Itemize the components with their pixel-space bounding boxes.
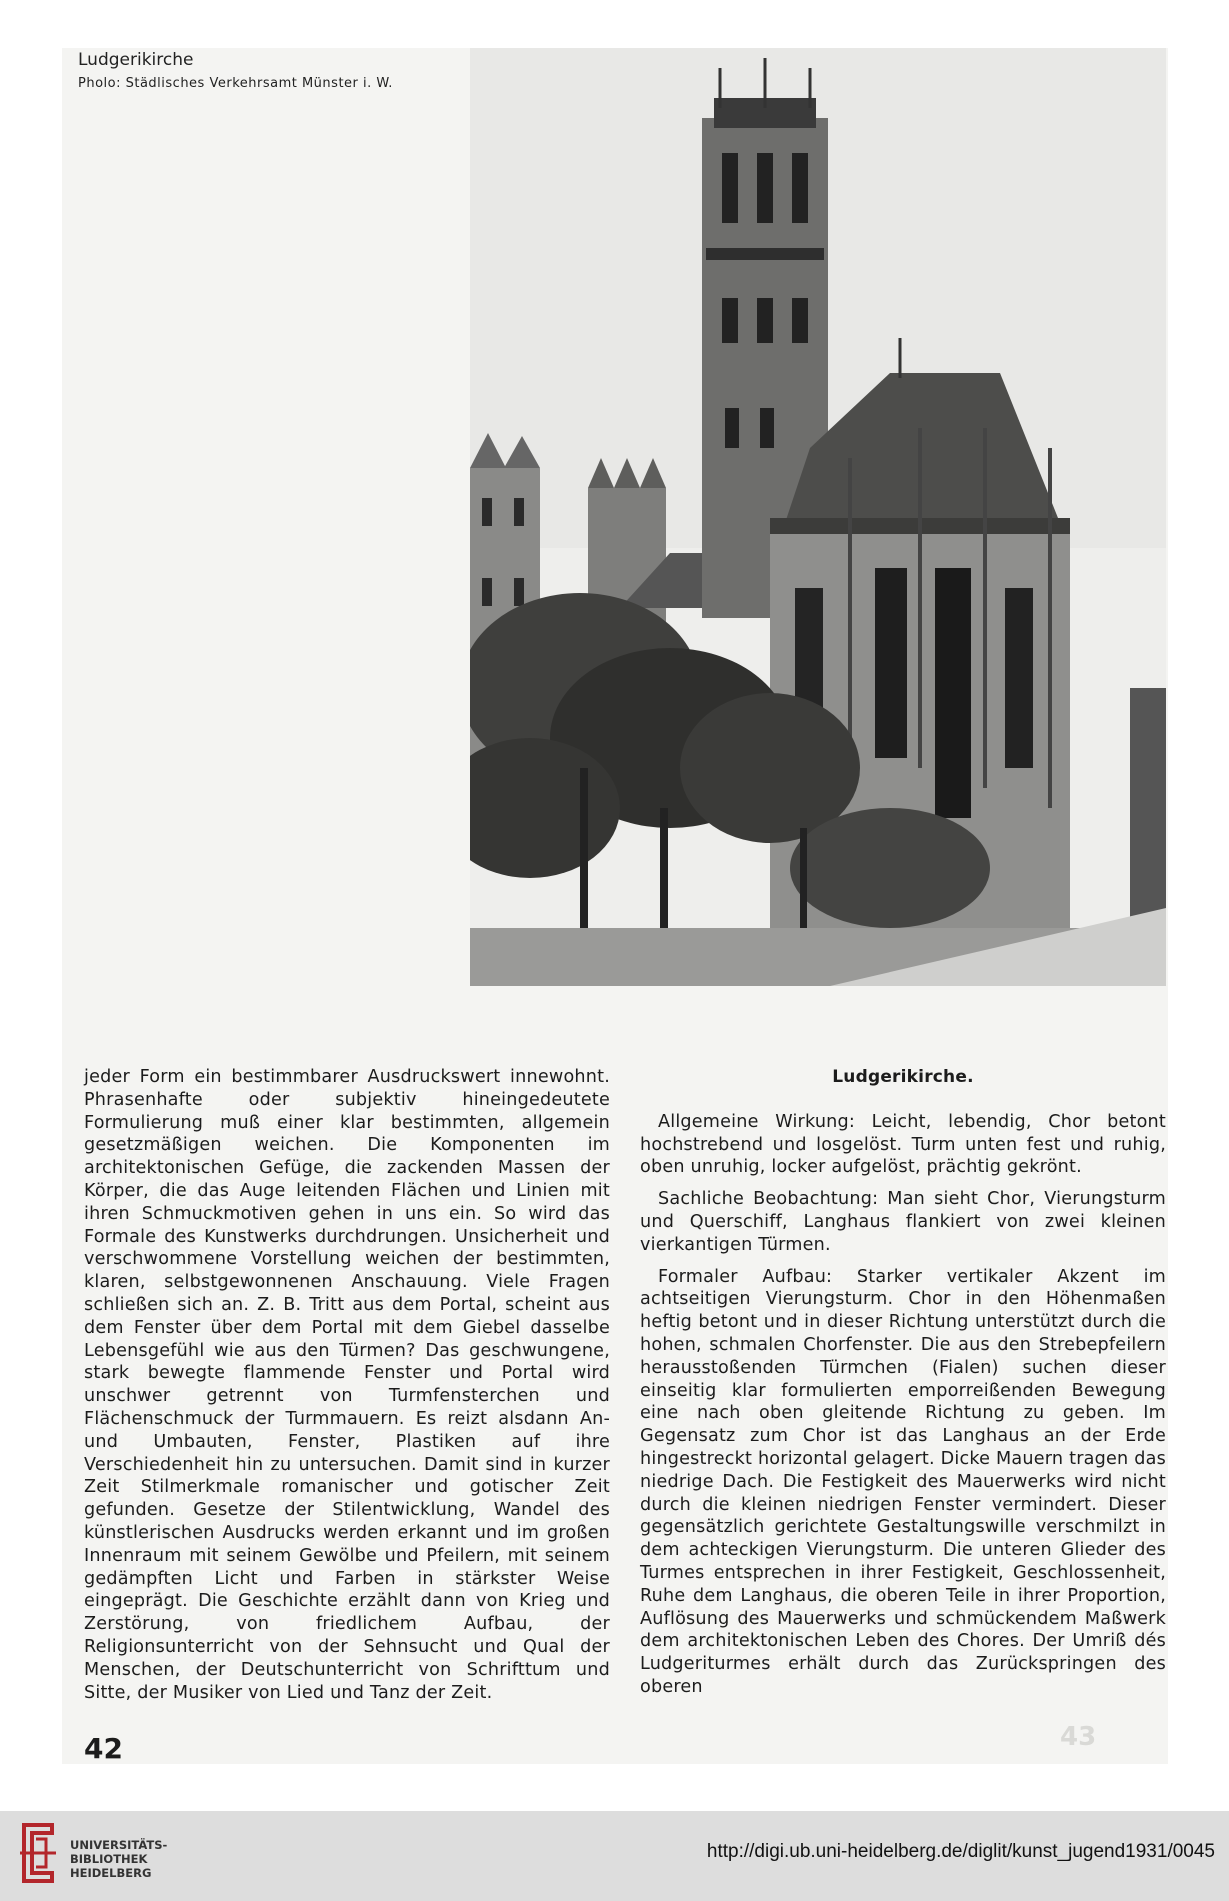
caption-title: Ludgerikirche	[78, 50, 194, 70]
church-illustration	[470, 48, 1166, 986]
library-footer	[0, 1811, 1229, 1901]
caption-credit: Pholo: Städlisches Verkehrsamt Münster i. W.	[78, 76, 393, 91]
paragraph-allgemeine-wirkung: Allgemeine Wirkung: Leicht, lebendig, Chor betont hochstrebend und losgelöst. Turm unten fest und ruhig, oben unruhig, locker aufgelöst, prächtig gekrönt.	[640, 1111, 1166, 1178]
paragraph-formaler-aufbau: Formaler Aufbau: Starker vertikaler Akzent im achtseitigen Vierungsturm. Chor in den Höhenmaßen heftig betont und in dieser Richtung unterstützt durch die hohen, schmalen Chorfenster. Die aus den Strebepfeilern herausstoßenden Türmchen (Fialen) suchen dieser einseitig klar formulierten emporreißenden Bewegung eine nach oben gleitende Richtung zu geben. Im Gegensatz zum Chor ist das Langhaus an der Erde hingestreckt horizontal gelagert. Dicke Mauern tragen das niedrige Dach. Die Festigkeit des Mauerwerks wird nicht durch die kleinen niedrigen Fenster vermindert. Dieser gegensätzlich gerichtete Gestaltungswille verschmilzt in dem achteckigen Vierungsturm. Die unteren Glieder des Turmes entsprechen in ihrer Festigkeit, Geschlossenheit, Ruhe dem Langhaus, die oberen Teile in ihrer Proportion, Auflösung des Mauerwerks und schmückendem Maßwerk dem architektonischen Leben des Chores. Der Umriß dés Ludgeriturmes erhält durch das Zurückspringen des oberen	[640, 1266, 1166, 1697]
right-text-column	[640, 1066, 1166, 1708]
left-column-paragraph: jeder Form ein bestimmbarer Ausdruckswert innewohnt. Phrasenhafte oder subjektiv hineingedeutete Formulierung muß einer klar bestimmten, allgemein gesetzmäßigen weichen. Die Komponenten im architektonischen Gefüge, die zackenden Massen der Körper, die das Auge leitenden Flächen und Linien mit ihren Schmuckmotiven gehen in uns ein. So wird das Formale des Kunstwerks durchdrungen. Unsicherheit und verschwommene Vorstellung weichen der bestimmten, klaren, selbstgewonnenen Anschauung. Viele Fragen schließen sich an. Z. B. Tritt aus dem Portal, scheint aus dem Fenster über dem Portal mit dem Giebel dasselbe Lebensgefühl wie aus den Türmen? Das geschwungene, stark bewegte flammende Fenster und Portal wird unschwer getrennt von Turmfensterchen und Flächenschmuck der Turmmauern. Es reizt alsdann An- und Umbauten, Fenster, Plastiken auf ihre Verschiedenheit hin zu untersuchen. Damit sind in kurzer Zeit Stilmerkmale romanischer und gotischer Zeit gefunden. Gesetze der Stilentwicklung, Wandel des künstlerischen Ausdrucks werden erkannt und im großen Innenraum mit seinem Gewölbe und Pfeilern, mit seinem gedämpften Licht und Farben in stärkster Weise eingeprägt. Die Geschichte erzählt dann von Krieg und Zerstörung, von friedlichem Aufbau, der Religionsunterricht von der Sehnsucht und Qual der Menschen, der Deutschunterricht von Schrifttum und Sitte, der Musiker von Lied und Tanz der Zeit.	[84, 1067, 610, 1703]
heidelberg-library-logo-icon[interactable]	[16, 1821, 60, 1887]
paragraph-sachliche-beobachtung: Sachliche Beobachtung: Man sieht Chor, Vierungsturm und Querschiff, Langhaus flankiert von zwei kleinen vierkantigen Türmen.	[640, 1189, 1166, 1255]
library-line-3: HEIDELBERG	[70, 1866, 152, 1880]
digital-source-url[interactable]: http://digi.ub.uni-heidelberg.de/diglit/kunst_jugend1931/0045	[706, 1841, 1215, 1862]
section-heading: Ludgerikirche.	[832, 1067, 974, 1087]
page-number: 42	[84, 1732, 123, 1765]
library-line-2: BIBLIOTHEK	[70, 1852, 148, 1866]
photo-caption	[78, 48, 393, 96]
church-photo	[470, 48, 1166, 986]
left-text-column	[84, 1066, 610, 1704]
library-line-1: UNIVERSITÄTS-	[70, 1838, 168, 1852]
library-name[interactable]	[70, 1838, 167, 1880]
ghost-page-number: 43	[1060, 1722, 1097, 1752]
